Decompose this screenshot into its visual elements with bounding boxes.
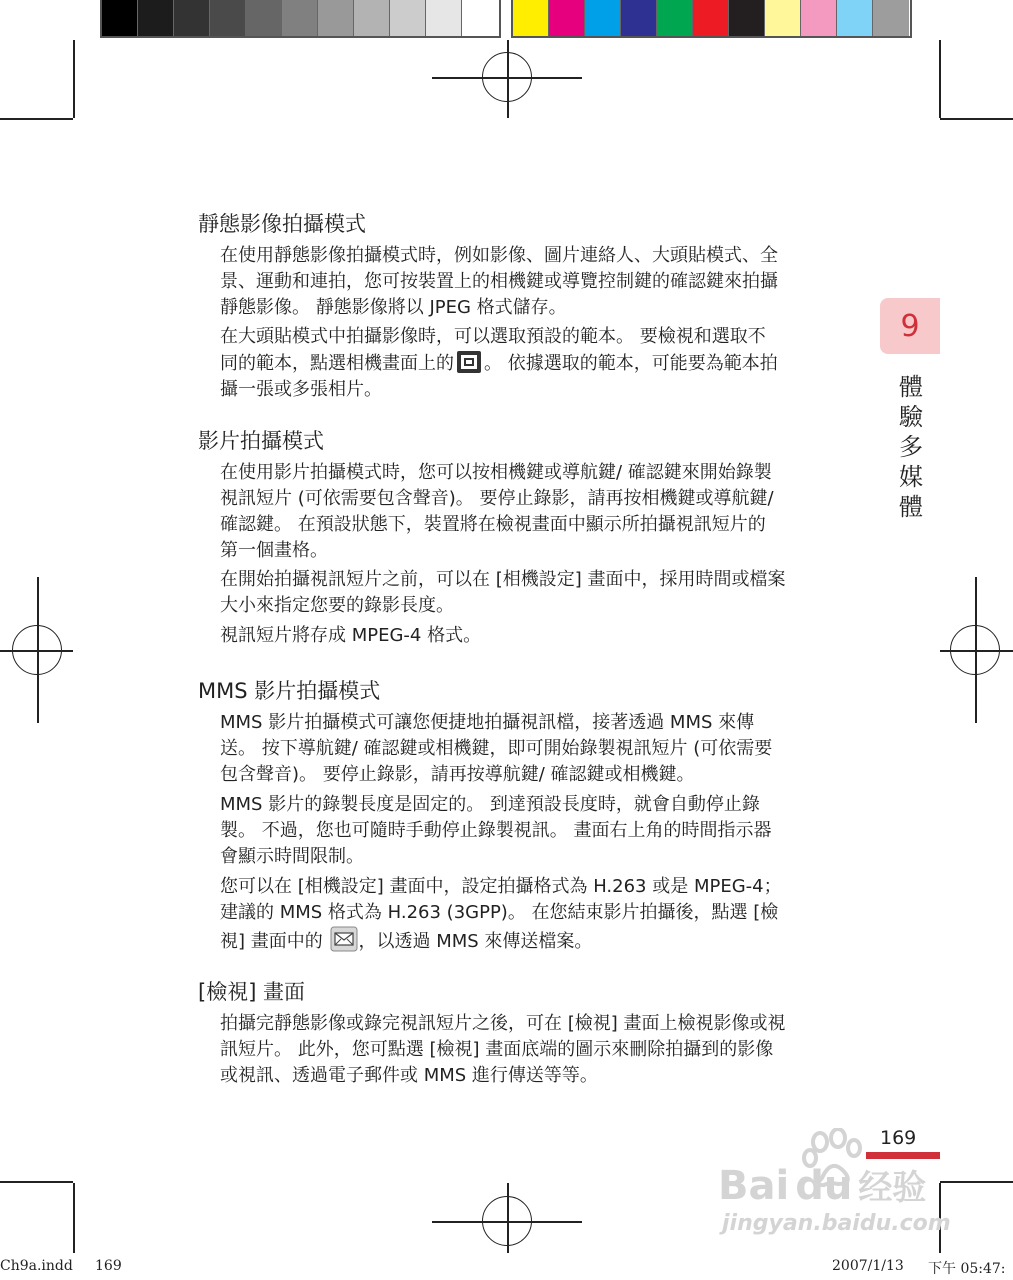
color-swatch — [693, 0, 729, 36]
slug-filename: Ch9a.indd — [0, 1258, 73, 1274]
color-swatch — [282, 0, 318, 36]
crop-mark — [73, 1183, 75, 1253]
color-swatch — [549, 0, 585, 36]
crop-mark — [0, 1181, 73, 1183]
color-swatch — [729, 0, 765, 36]
color-swatch — [873, 0, 909, 36]
page-number-rule — [866, 1152, 940, 1159]
text-line: 在開始拍攝視訊短片之前，可以在 [相機設定] 畫面中，採用時間或檔案 — [220, 569, 786, 590]
text-line: 大小來指定您要的錄影長度。 — [220, 595, 454, 616]
text-line: MMS 影片拍攝模式可讓您便捷地拍攝視訊檔，接著透過 MMS 來傳 — [220, 712, 755, 733]
chapter-title-char: 體 — [899, 493, 923, 521]
color-swatch — [801, 0, 837, 36]
template-frame-icon — [456, 350, 482, 374]
watermark-brand-suffix: 经验 — [858, 1168, 927, 1208]
color-swatch — [765, 0, 801, 36]
chapter-title-char: 體 — [899, 373, 923, 401]
text-line: 第一個畫格。 — [220, 540, 328, 561]
paragraph — [220, 460, 870, 564]
chapter-title-char: 多 — [899, 433, 923, 461]
text-line: 包含聲音)。 要停止錄影，請再按導航鍵/ 確認鍵或相機鍵。 — [220, 764, 695, 785]
color-swatch — [102, 0, 138, 36]
text-line: 您可以在 [相機設定] 畫面中，設定拍攝格式為 H.263 或是 MPEG-4； — [220, 876, 782, 897]
crop-mark — [73, 40, 75, 118]
color-swatch — [513, 0, 549, 36]
chapter-title-char: 驗 — [899, 403, 923, 431]
grayscale-color-bar — [100, 0, 501, 38]
text-line: 建議的 MMS 格式為 H.263 (3GPP)。 在您結束影片拍攝後，點選 [檢 — [220, 902, 779, 923]
section-heading-still-image: 靜態影像拍攝模式 — [198, 212, 366, 236]
paragraph — [220, 1011, 870, 1089]
color-swatch — [210, 0, 246, 36]
text-line: 送。 按下導航鍵/ 確認鍵或相機鍵，即可開始錄製視訊短片 (可依需要 — [220, 738, 773, 759]
crop-mark — [940, 1181, 1013, 1183]
text-line: MMS 影片的錄製長度是固定的。 到達預設長度時，就會自動停止錄 — [220, 794, 760, 815]
section-heading-review-screen: [檢視] 畫面 — [198, 980, 306, 1004]
text-line: 或視訊、透過電子郵件或 MMS 進行傳送等等。 — [220, 1065, 598, 1086]
text-fragment: 同的範本，點選相機畫面上的 — [220, 353, 454, 374]
slug-time: 下午 05:47: — [928, 1261, 1006, 1277]
section-heading-video: 影片拍攝模式 — [198, 429, 324, 453]
paragraph — [220, 567, 870, 619]
color-swatch — [390, 0, 426, 36]
text-line: 視訊短片將存成 MPEG-4 格式。 — [220, 625, 482, 646]
paragraph — [220, 710, 870, 788]
watermark-brand: du — [795, 1163, 853, 1209]
color-swatch — [354, 0, 390, 36]
color-swatch — [462, 0, 498, 36]
text-line: 在使用靜態影像拍攝模式時，例如影像、圖片連絡人、大頭貼模式、全 — [220, 245, 778, 266]
text-line: 在大頭貼模式中拍攝影像時，可以選取預設的範本。 要檢視和選取不 — [220, 326, 766, 347]
text-line: 製。 不過，您也可隨時手動停止錄製視訊。 畫面右上角的時間指示器 — [220, 820, 772, 841]
text-line: 視訊短片 (可依需要包含聲音)。 要停止錄影，請再按相機鍵或導航鍵/ — [220, 488, 774, 509]
chapter-title-char: 媒 — [899, 463, 923, 491]
slug-date: 2007/1/13 — [832, 1258, 904, 1274]
color-swatch — [318, 0, 354, 36]
paragraph — [220, 243, 870, 321]
crop-mark — [940, 118, 1013, 120]
chapter-title-vertical — [896, 372, 926, 522]
color-swatch — [138, 0, 174, 36]
text-fragment: 視] 畫面中的 — [220, 931, 323, 952]
page-number: 169 — [880, 1127, 917, 1149]
color-swatch — [174, 0, 210, 36]
text-line: 在使用影片拍攝模式時，您可以按相機鍵或導航鍵/ 確認鍵來開始錄製 — [220, 462, 772, 483]
text-line — [220, 350, 870, 377]
text-line: 會顯示時間限制。 — [220, 846, 364, 867]
envelope-send-icon — [330, 926, 356, 950]
text-line — [220, 926, 870, 955]
color-swatch — [837, 0, 873, 36]
slug-page: 169 — [95, 1258, 122, 1274]
chapter-number-tab: 9 — [880, 298, 940, 354]
text-line: 靜態影像。 靜態影像將以 JPEG 格式儲存。 — [220, 297, 567, 318]
paragraph — [220, 324, 870, 403]
process-color-bar — [511, 0, 912, 38]
watermark-url: jingyan.baidu.com — [722, 1211, 951, 1236]
text-line: 景、運動和連拍，您可按裝置上的相機鍵或導覽控制鍵的確認鍵來拍攝 — [220, 271, 778, 292]
color-swatch — [426, 0, 462, 36]
paragraph — [220, 792, 870, 870]
text-fragment: 。 依據選取的範本，可能要為範本拍 — [484, 353, 778, 374]
color-swatch — [246, 0, 282, 36]
crop-mark — [0, 118, 73, 120]
color-swatch — [621, 0, 657, 36]
section-heading-mms-video: MMS 影片拍攝模式 — [198, 679, 381, 703]
crop-mark — [939, 40, 941, 118]
text-fragment: ，以透過 MMS 來傳送檔案。 — [358, 931, 593, 952]
paragraph — [220, 623, 870, 649]
paragraph — [220, 874, 870, 955]
color-swatch — [585, 0, 621, 36]
text-line: 確認鍵。 在預設狀態下，裝置將在檢視畫面中顯示所拍攝視訊短片的 — [220, 514, 766, 535]
text-line: 攝一張或多張相片。 — [220, 379, 382, 400]
watermark-brand: Bai — [718, 1163, 790, 1209]
color-swatch — [657, 0, 693, 36]
text-line: 拍攝完靜態影像或錄完視訊短片之後，可在 [檢視] 畫面上檢視影像或視 — [220, 1013, 786, 1034]
text-line: 訊短片。 此外，您可點選 [檢視] 畫面底端的圖示來刪除拍攝到的影像 — [220, 1039, 774, 1060]
